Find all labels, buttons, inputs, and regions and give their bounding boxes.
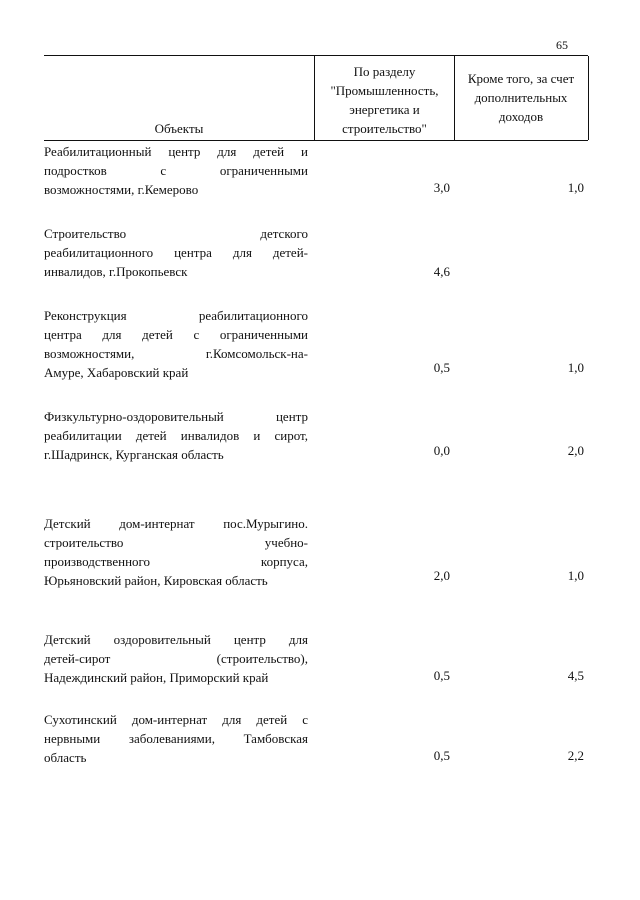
header-extra-line: доходов (498, 109, 544, 124)
object-line: строительство учебно- (44, 535, 308, 550)
object-line: Детский оздоровительный центр для (44, 632, 308, 647)
header-industry-column (314, 56, 455, 140)
header-objects-column (44, 56, 314, 140)
industry-value: 4,6 (433, 264, 450, 279)
object-name (44, 306, 308, 382)
object-line: Надеждинский район, Приморский край (44, 670, 269, 685)
object-line: Амуре, Хабаровский край (44, 365, 189, 380)
object-line: возможностями, г.Комсомольск-на- (44, 346, 308, 361)
object-line: детей-сирот (строительство), (44, 651, 308, 666)
industry-value: 2,0 (433, 568, 450, 583)
industry-value: 3,0 (433, 180, 450, 195)
industry-value: 0,5 (433, 360, 450, 375)
object-line: Детский дом-интернат пос.Мурыгино. (44, 516, 308, 531)
object-name (44, 630, 308, 687)
object-line: нервными заболеваниями, Тамбовская (44, 731, 308, 746)
extra-income-value: 1,0 (567, 568, 584, 583)
object-line: Реконструкция реабилитационного (44, 308, 308, 323)
object-name (44, 142, 308, 199)
object-line: область (44, 750, 87, 765)
object-line: г.Шадринск, Курганская область (44, 447, 224, 462)
extra-income-value: 1,0 (567, 360, 584, 375)
object-name (44, 710, 308, 767)
header-industry-line: "Промышленность, (330, 83, 439, 98)
header-industry-line: По разделу (353, 64, 416, 79)
industry-value: 0,0 (433, 443, 450, 458)
object-line: производственного корпуса, (44, 554, 308, 569)
object-line: реабилитационного центра для детей- (44, 245, 308, 260)
object-line: подростков с ограниченными (44, 163, 308, 178)
header-extra-line: дополнительных (474, 90, 568, 105)
object-line: Физкультурно-оздоровительный центр (44, 409, 308, 424)
object-line: Строительство детского (44, 226, 308, 241)
object-name (44, 407, 308, 464)
header-industry-line: строительство" (342, 121, 427, 136)
header-extra-income-column (454, 56, 589, 140)
object-line: реабилитации детей инвалидов и сирот, (44, 428, 308, 443)
industry-value: 0,5 (433, 668, 450, 683)
extra-income-value: 4,5 (567, 668, 584, 683)
table-header (44, 55, 588, 141)
extra-income-value: 2,2 (567, 748, 584, 763)
object-line: Сухотинский дом-интернат для детей с (44, 712, 308, 727)
object-line: Реабилитационный центр для детей и (44, 144, 308, 159)
extra-income-value: 2,0 (567, 443, 584, 458)
header-industry-line: энергетика и (349, 102, 420, 117)
object-line: центра для детей с ограниченными (44, 327, 308, 342)
object-line: инвалидов, г.Прокопьевск (44, 264, 188, 279)
extra-income-value: 1,0 (567, 180, 584, 195)
object-line: возможностями, г.Кемерово (44, 182, 199, 197)
page-number: 65 (556, 38, 568, 52)
header-objects-label: Объекты (154, 121, 204, 136)
header-extra-line: Кроме того, за счет (467, 71, 575, 86)
industry-value: 0,5 (433, 748, 450, 763)
object-name (44, 224, 308, 281)
object-line: Юрьяновский район, Кировская область (44, 573, 268, 588)
object-name (44, 514, 308, 590)
